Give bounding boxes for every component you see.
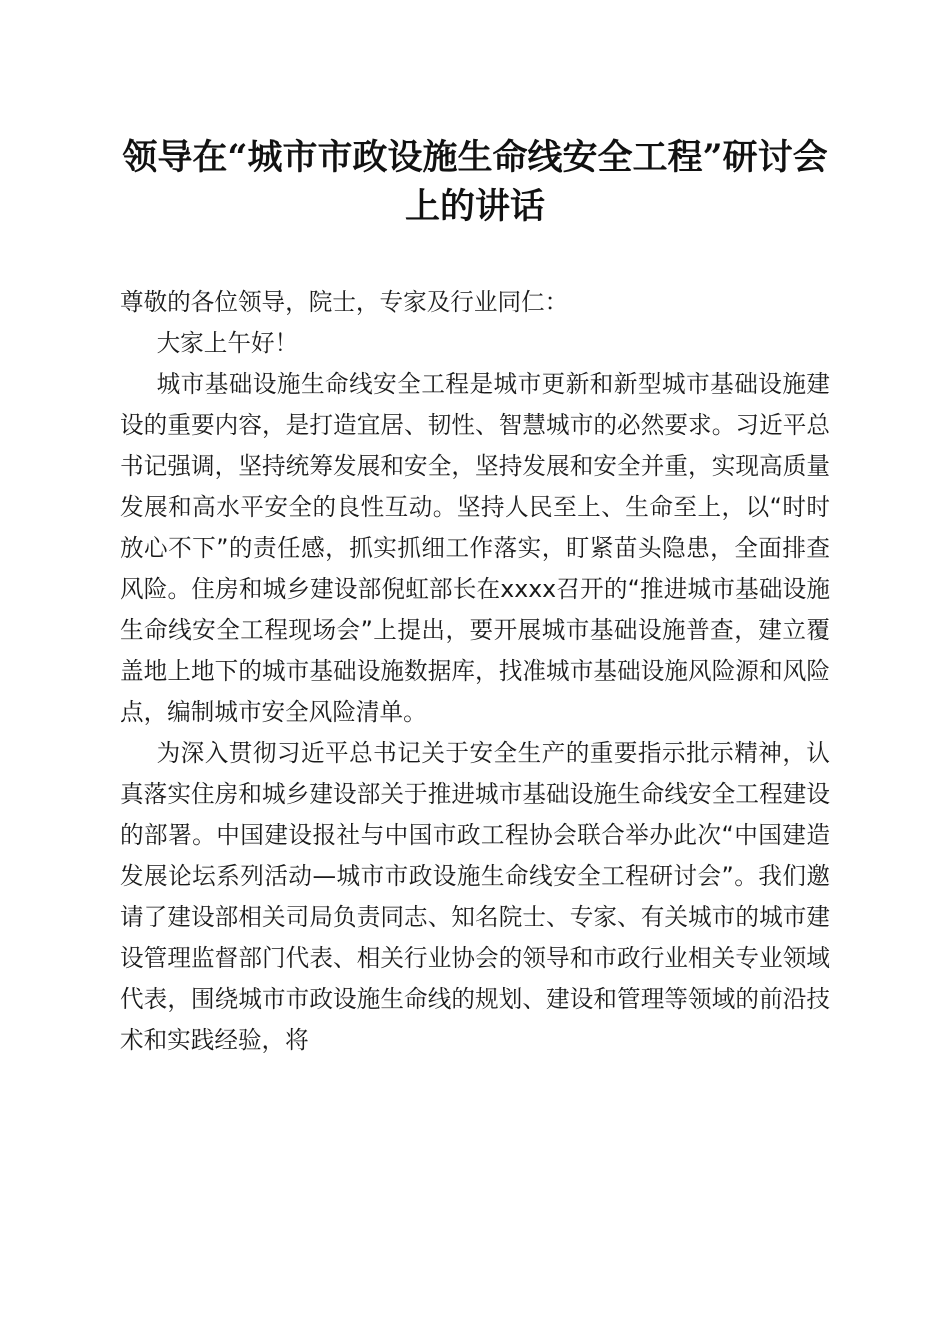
- salutation: 尊敬的各位领导，院士，专家及行业同仁：: [120, 288, 569, 316]
- document-body: [120, 282, 830, 1061]
- body-paragraph: 为深入贯彻习近平总书记关于安全生产的重要指示批示精神，认真落实住房和城乡建设部关于推进城市基础设施生命线安全工程建设的部署。中国建设报社与中国市政工程协会联合举办此次“中国建造发展论坛系列活动—城市市政设施生命线安全工程研讨会”。我们邀请了建设部相关司局负责同志、知名院士、专家、有关城市的城市建设管理监督部门代表、相关行业协会的领导和市政行业相关专业领域代表，围绕城市市政设施生命线的规划、建设和管理等领域的前沿技术和实践经验，将: [120, 739, 830, 1054]
- body-paragraph: 城市基础设施生命线安全工程是城市更新和新型城市基础设施建设的重要内容，是打造宜居、韧性、智慧城市的必然要求。习近平总书记强调，坚持统筹发展和安全，坚持发展和安全并重，实现高质量发展和高水平安全的良性互动。坚持人民至上、生命至上，以“时时放心不下”的责任感，抓实抓细工作落实，盯紧苗头隐患，全面排查风险。住房和城乡建设部倪虹部长在xxxx召开的“推进城市基础设施生命线安全工程现场会”上提出，要开展城市基础设施普查，建立覆盖地上地下的城市基础设施数据库，找准城市基础设施风险源和风险点，编制城市安全风险清单。: [120, 370, 830, 726]
- document-title: 领导在“城市市政设施生命线安全工程”研讨会上的讲话: [122, 137, 828, 227]
- greeting: 大家上午好！: [156, 329, 299, 357]
